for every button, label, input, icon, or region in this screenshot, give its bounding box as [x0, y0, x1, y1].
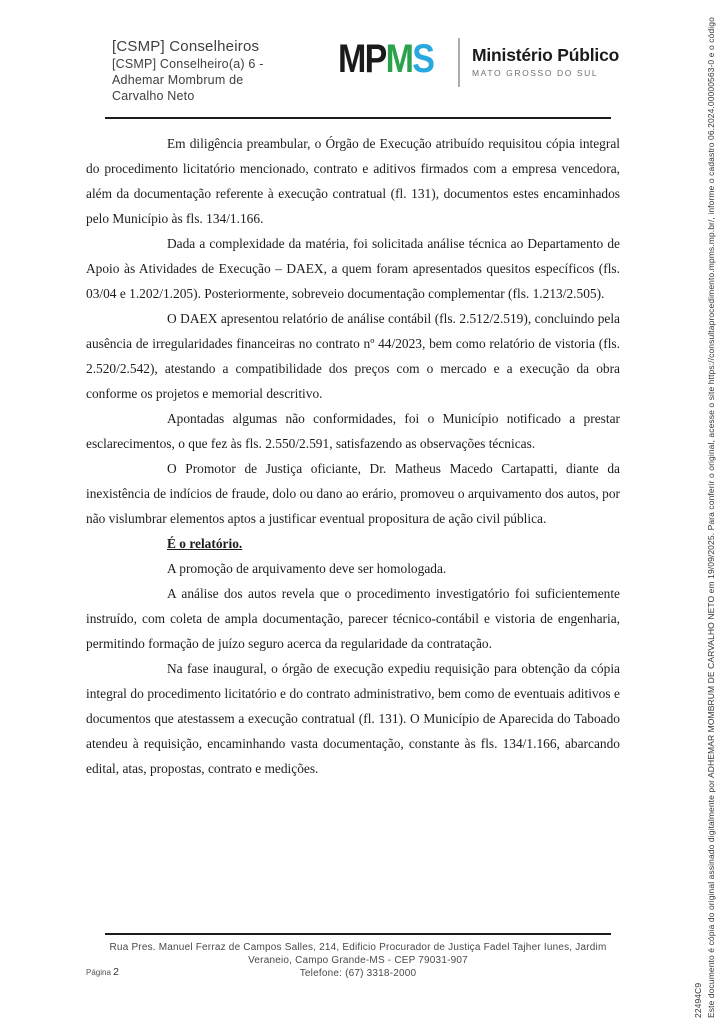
paragraph: Dada a complexidade da matéria, foi solicitada análise técnica ao Departamento de Apoio às Atividades de Execução – DAEX, a quem foram apresentados quesitos específicos (fls. 03/04 e 1.202/1.205). Posteriormente, sobreveio documentação complementar (fls. 1.213/2.505).	[86, 236, 620, 301]
page-number-label: Página	[86, 968, 111, 977]
org-name: Ministério Público	[472, 45, 620, 65]
org-region: MATO GROSSO DO SUL	[472, 68, 599, 78]
paragraph: A promoção de arquivamento deve ser homologada.	[167, 561, 447, 576]
paragraph: Na fase inaugural, o órgão de execução expediu requisição para obtenção da cópia integral do procedimento licitatório e do contrato administrativo, bem como de eventuais aditivos e documentos que atestassem a execução contratual (fl. 131). O Município de Aparecida do Taboado atendeu à requisição, encaminhando vasta documentação, constante às fls. 134/1.166, abarcando edital, atas, propostas, contrato e medições.	[86, 661, 620, 776]
page-number	[86, 966, 119, 978]
report-heading: É o relatório.	[167, 536, 243, 551]
document-body	[86, 131, 620, 781]
org-name-block	[472, 44, 619, 78]
mpms-logo	[338, 38, 450, 80]
paragraph: O Promotor de Justiça oficiante, Dr. Matheus Macedo Cartapatti, diante da inexistência de indícios de fraude, dolo ou dano ao erário, promoveu o arquivamento dos autos, por não vislumbrar elementos aptos a justificar eventual propositura de ação civil pública.	[86, 461, 620, 526]
header-unit-block	[112, 38, 264, 104]
page-number-value: 2	[113, 966, 119, 978]
paragraph: Em diligência preambular, o Órgão de Execução atribuído requisitou cópia integral do procedimento licitatório mencionado, contrato e aditivos firmados com a empresa vencedora, além da documentação referente à execução contratual (fl. 131), documentos estes encaminhados pelo Município às fls. 134/1.166.	[86, 136, 620, 226]
unit-subtitle-line-3: Carvalho Neto	[112, 89, 195, 103]
logo-divider-line	[458, 38, 460, 87]
footer-address-line-1: Rua Pres. Manuel Ferraz de Campos Salles, 214, Edificio Procurador de Justiça Fadel Tajher Iunes, Jardim	[109, 942, 607, 953]
footer-rule	[105, 933, 611, 935]
paragraph: A análise dos autos revela que o procedimento investigatório foi suficientemente instruído, com coleta de ampla documentação, parecer técnico-contábil e vistoria de engenharia, permitindo formação de juízo seguro acerca da regularidade da contratação.	[86, 586, 620, 651]
unit-subtitle-line-1: [CSMP] Conselheiro(a) 6 -	[112, 57, 264, 71]
mpms-logo-wordmark	[338, 38, 433, 80]
unit-title: [CSMP] Conselheiros	[112, 38, 260, 55]
digital-signature-note: Este documento é cópia do original assinado digitalmente por ADHEMAR MOMBRUM DE CARVALHO NETO em 19/09/2025. Para conferir o original, acesse o site https://consultaprocedimento.mpms.mp.br/, informe o cadastro 06.2024.00000563-0 e o código 22494C9	[693, 17, 716, 1018]
paragraph: Apontadas algumas não conformidades, foi o Município notificado a prestar esclarecimentos, o que fez às fls. 2.550/2.591, satisfazendo as observações técnicas.	[86, 411, 620, 451]
logo-letter-s-blue: S	[412, 37, 434, 81]
header-rule	[105, 117, 611, 119]
footer-address-block	[105, 941, 611, 980]
footer-address-line-2: Veraneio, Campo Grande-MS - CEP 79031-907	[248, 955, 468, 966]
footer-phone: Telefone: (67) 3318-2000	[299, 968, 417, 979]
unit-subtitle-line-2: Adhemar Mombrum de	[112, 73, 244, 87]
paragraph: O DAEX apresentou relatório de análise contábil (fls. 2.512/2.519), concluindo pela ausência de irregularidades financeiras no contrato nº 44/2023, bem como relatório de vistoria (fls. 2.520/2.542), atestando a compatibilidade dos preços com o mercado e a execução da obra conforme os projetos e memorial descritivo.	[86, 311, 620, 401]
logo-letter-m-green: M	[385, 37, 413, 81]
logo-letters-mp: MP	[338, 37, 386, 81]
